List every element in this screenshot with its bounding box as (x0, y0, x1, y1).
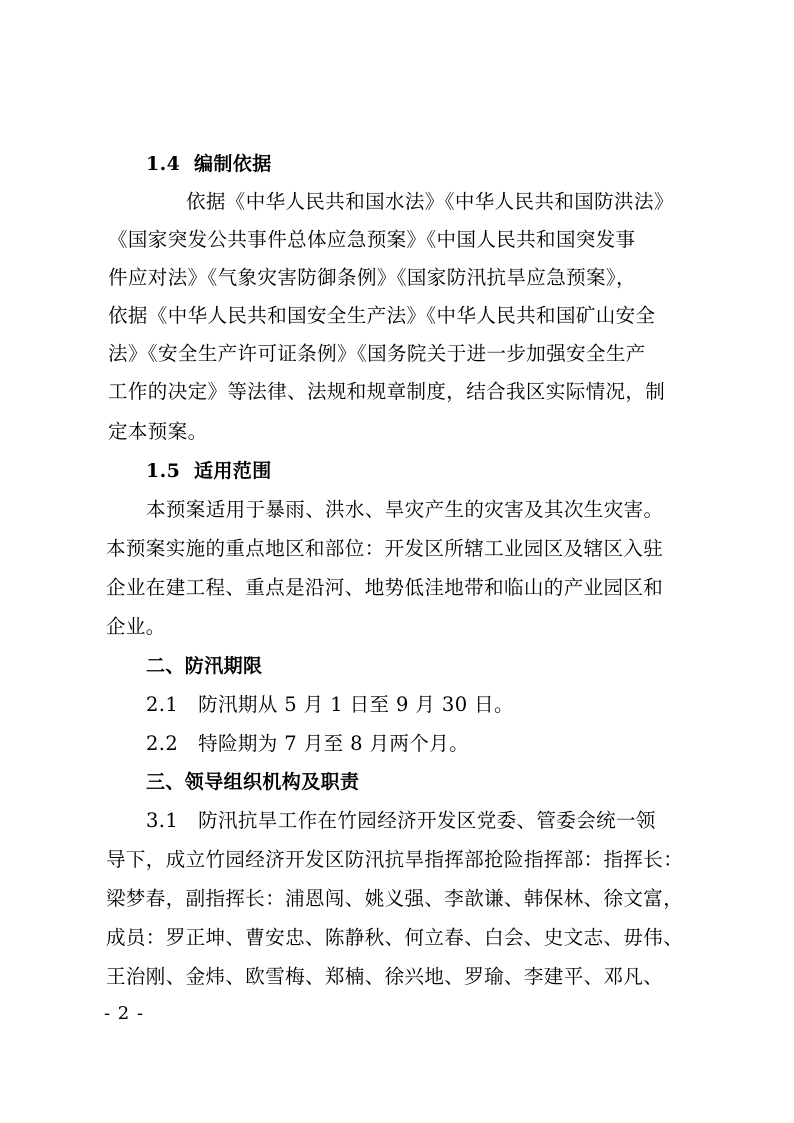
paragraph-line: 依据《中华人民共和国水法》《中华人民共和国防洪法》 (186, 190, 674, 213)
paragraph-line: 王治刚、金炜、欧雪梅、郑楠、徐兴地、罗瑜、李建平、邓凡、 (106, 965, 664, 988)
paragraph-line: 件应对法》《气象灾害防御条例》《国家防汛抗旱应急预案》， (108, 266, 636, 289)
section-heading-1-5 (146, 458, 272, 484)
chapter-heading-3: 三、领导组织机构及职责 (146, 771, 360, 793)
paragraph-line: 3.1 防汛抗旱工作在竹园经济开发区党委、管委会统一领 (146, 809, 656, 832)
paragraph-line: 梁梦春，副指挥长：浦恩闯、姚义强、李歆谦、韩保林、徐文富， (106, 887, 684, 910)
paragraph-line: 本预案实施的重点地区和部位：开发区所辖工业园区及辖区入驻 (106, 537, 664, 560)
section-number: 1.4 (146, 153, 181, 175)
section-title: 编制依据 (194, 153, 272, 175)
list-item: 2.1 防汛期从 5 月 1 日至 9 月 30 日。 (146, 693, 514, 716)
paragraph-line: 导下，成立竹园经济开发区防汛抗旱指挥部抢险指挥部：指挥长： (106, 848, 684, 871)
section-number: 1.5 (146, 460, 181, 482)
paragraph-line: 工作的决定》等法律、法规和规章制度，结合我区实际情况，制 (108, 380, 666, 403)
section-title: 适用范围 (194, 460, 272, 482)
section-heading-1-4 (146, 151, 272, 177)
page-number: - 2 - (104, 1003, 145, 1024)
paragraph-line: 定本预案。 (108, 420, 208, 443)
list-item: 2.2 特险期为 7 月至 8 月两个月。 (146, 732, 470, 755)
paragraph-line: 《国家突发公共事件总体应急预案》《中国人民共和国突发事 (108, 228, 636, 251)
paragraph-line: 法》《安全生产许可证条例》《国务院关于进一步加强安全生产 (108, 342, 646, 365)
paragraph-line: 企业在建工程、重点是沿河、地势低洼地带和临山的产业园区和 (106, 576, 664, 599)
paragraph-line: 企业。 (106, 615, 166, 638)
paragraph-line: 本预案适用于暴雨、洪水、旱灾产生的灾害及其次生灾害。 (146, 498, 664, 521)
paragraph-line: 成员：罗正坤、曹安忠、陈静秋、何立春、白会、史文志、毋伟、 (106, 926, 684, 949)
paragraph-line: 依据《中华人民共和国安全生产法》《中华人民共和国矿山安全 (108, 304, 656, 327)
chapter-heading-2: 二、防汛期限 (146, 655, 263, 677)
